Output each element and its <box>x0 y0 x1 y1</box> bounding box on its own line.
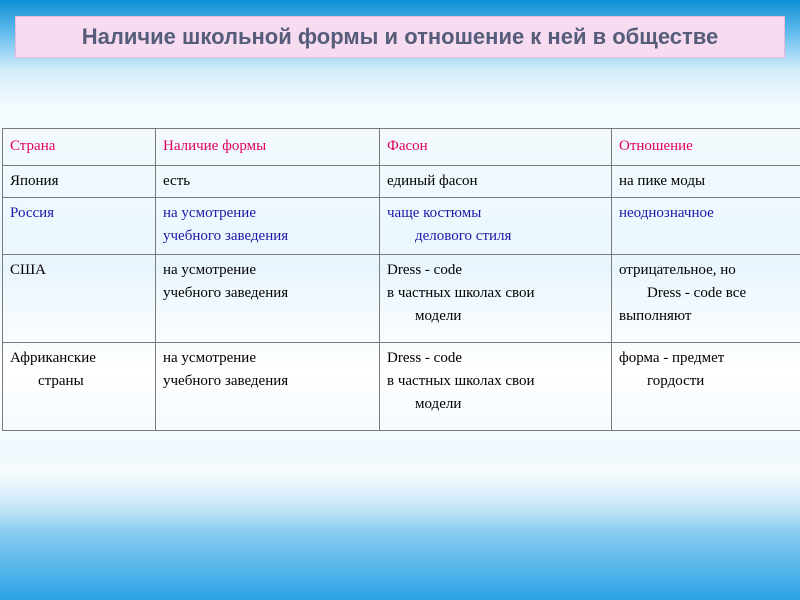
table-row-usa <box>3 255 800 343</box>
table-row-russia <box>3 198 800 255</box>
cell-country: Япония <box>3 166 156 198</box>
cell-presence: на усмотрение учебного заведения <box>156 255 380 343</box>
header-style: Фасон <box>380 129 612 166</box>
header-presence: Наличие формы <box>156 129 380 166</box>
cell-style: чаще костюмы делового стиля <box>380 198 612 255</box>
cell-style: Dress - code в частных школах свои модели <box>380 255 612 343</box>
table-header-row <box>3 129 800 166</box>
cell-attitude: на пике моды <box>612 166 800 198</box>
cell-country: США <box>3 255 156 343</box>
header-country: Страна <box>3 129 156 166</box>
cell-attitude: неоднозначное <box>612 198 800 255</box>
cell-presence: на усмотрение учебного заведения <box>156 343 380 431</box>
cell-attitude: отрицательное, но Dress - code все выполняют <box>612 255 800 343</box>
cell-country: Африканские страны <box>3 343 156 431</box>
cell-style: Dress - code в частных школах свои модели <box>380 343 612 431</box>
cell-presence: на усмотрение учебного заведения <box>156 198 380 255</box>
table-row-africa <box>3 343 800 431</box>
cell-style: единый фасон <box>380 166 612 198</box>
cell-attitude: форма - предмет гордости <box>612 343 800 431</box>
background-glow <box>0 420 800 530</box>
page-title: Наличие школьной формы и отношение к ней в обществе <box>81 24 719 49</box>
title-banner <box>15 16 785 58</box>
cell-country: Россия <box>3 198 156 255</box>
table-row-japan <box>3 166 800 198</box>
header-attitude: Отношение <box>612 129 800 166</box>
uniform-table <box>2 128 800 431</box>
cell-presence: есть <box>156 166 380 198</box>
